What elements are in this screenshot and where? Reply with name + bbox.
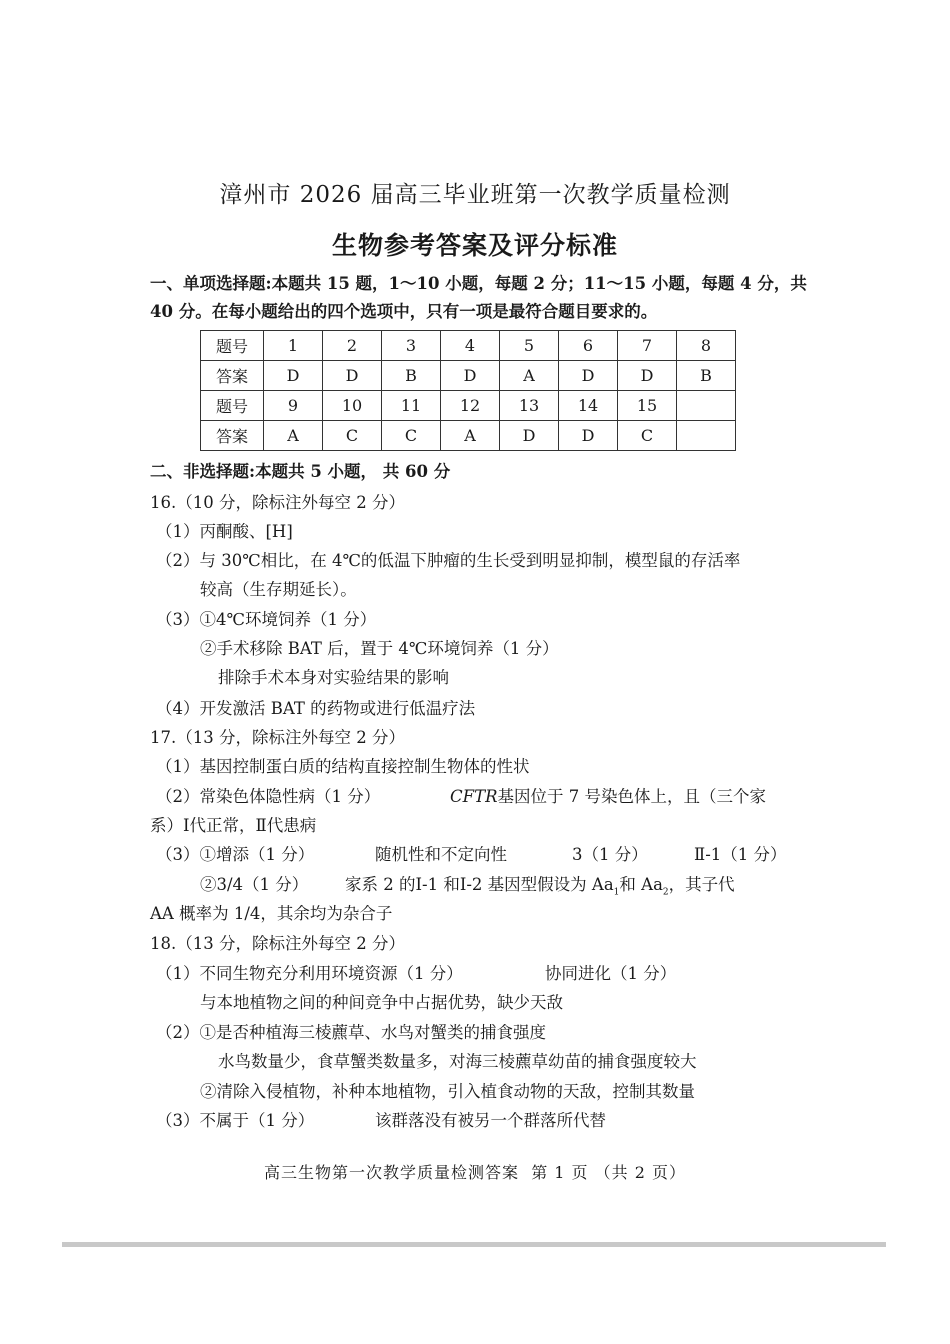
q16-part1: （1）丙酮酸、[H] — [156, 522, 293, 541]
q16-part3-line3: 排除手术本身对实验结果的影响 — [218, 668, 449, 687]
q16-part3-line1: （3）①4℃环境饲养（1 分） — [156, 610, 377, 629]
table-row-label: 题号 — [201, 391, 264, 421]
table-row — [201, 331, 736, 361]
table-cell: 11 — [382, 391, 441, 421]
table-cell: 15 — [618, 391, 677, 421]
table-cell: D — [559, 361, 618, 391]
table-cell: 7 — [618, 331, 677, 361]
table-cell: 6 — [559, 331, 618, 361]
table-cell: C — [323, 421, 382, 451]
table-cell: D — [559, 421, 618, 451]
q17-part3-b: 随机性和不定向性 — [375, 845, 507, 864]
q17-part3-c: 3（1 分） — [572, 845, 648, 864]
table-row — [201, 391, 736, 421]
genotype-text-3: ，其子代 — [668, 875, 735, 894]
q18-part3-a: （3）不属于（1 分） — [156, 1111, 315, 1130]
document-subtitle: 生物参考答案及评分标准 — [331, 231, 618, 260]
q18-part2-a: （2）①是否种植海三棱藨草、水鸟对蟹类的捕食强度 — [156, 1023, 546, 1042]
table-cell: D — [500, 421, 559, 451]
table-cell: 3 — [382, 331, 441, 361]
gene-name: CFTR — [450, 787, 498, 806]
table-cell — [677, 421, 736, 451]
table-cell: 2 — [323, 331, 382, 361]
table-row — [201, 361, 736, 391]
q16-heading: 16.（10 分，除标注外每空 2 分） — [150, 493, 405, 512]
q16-part3-line2: ②手术移除 BAT 后，置于 4℃环境饲养（1 分） — [200, 639, 559, 658]
table-cell: D — [618, 361, 677, 391]
table-cell: D — [264, 361, 323, 391]
document-title: 漳州市 2026 届高三毕业班第一次教学质量检测 — [219, 182, 731, 208]
table-cell: B — [677, 361, 736, 391]
table-cell: D — [323, 361, 382, 391]
table-cell: 10 — [323, 391, 382, 421]
q16-part2-line1: （2）与 30℃相比，在 4℃的低温下肿瘤的生长受到明显抑制，模型鼠的存活率 — [156, 551, 741, 570]
page-footer: 高三生物第一次教学质量检测答案 第 1 页 （共 2 页） — [264, 1163, 686, 1182]
table-row-label: 答案 — [201, 361, 264, 391]
q18-part2-c: ②清除入侵植物，补种本地植物，引入植食动物的天敌，控制其数量 — [200, 1082, 695, 1101]
genotype-text-2: 和 Aa — [619, 875, 663, 894]
table-cell: 4 — [441, 331, 500, 361]
section-1-heading: 一、单项选择题:本题共 15 题，1～10 小题，每题 2 分；11～15 小题，每题 4 分，共 40 分。在每小题给出的四个选项中，只有一项是最符合题目要求的。 — [150, 274, 807, 321]
answer-table — [200, 330, 736, 451]
table-cell: A — [264, 421, 323, 451]
table-cell: 14 — [559, 391, 618, 421]
q17-part3-f: AA 概率为 1/4，其余均为杂合子 — [150, 904, 393, 923]
q17-heading: 17.（13 分，除标注外每空 2 分） — [150, 728, 405, 747]
table-cell: C — [382, 421, 441, 451]
q17-part2-line2: 系）Ⅰ代正常，Ⅱ代患病 — [150, 816, 317, 835]
q18-part2-b: 水鸟数量少，食草蟹类数量多，对海三棱藨草幼苗的捕食强度较大 — [218, 1052, 697, 1071]
section-2-heading: 二、非选择题:本题共 5 小题， 共 60 分 — [150, 462, 451, 481]
subscript-2: 2 — [662, 887, 669, 898]
table-row — [201, 421, 736, 451]
q17-part2-line1a: （2）常染色体隐性病（1 分） — [156, 787, 381, 806]
q18-part1-b: 协同进化（1 分） — [545, 964, 677, 983]
table-cell: B — [382, 361, 441, 391]
q16-part4: （4）开发激活 BAT 的药物或进行低温疗法 — [156, 699, 476, 718]
table-cell: A — [441, 421, 500, 451]
table-cell: 12 — [441, 391, 500, 421]
table-cell: 1 — [264, 331, 323, 361]
q17-part2-line1b — [450, 786, 766, 808]
q17-part3-d: Ⅱ-1（1 分） — [694, 845, 787, 864]
table-cell: 13 — [500, 391, 559, 421]
page-divider — [62, 1242, 886, 1247]
q18-part1-a: （1）不同生物充分利用环境资源（1 分） — [156, 964, 463, 983]
genotype-text-1: 家系 2 的Ⅰ-1 和Ⅰ-2 基因型假设为 Aa — [345, 875, 614, 894]
table-row-label: 答案 — [201, 421, 264, 451]
q18-part1-c: 与本地植物之间的种间竞争中占据优势，缺少天敌 — [200, 993, 563, 1012]
q17-part2-text: 基因位于 7 号染色体上，且（三个家 — [497, 787, 767, 806]
table-cell: A — [500, 361, 559, 391]
table-cell: D — [441, 361, 500, 391]
table-cell: C — [618, 421, 677, 451]
table-cell: 8 — [677, 331, 736, 361]
table-cell: 9 — [264, 391, 323, 421]
q16-part2-line2: 较高（生存期延长）。 — [200, 580, 357, 599]
q18-part3-b: 该群落没有被另一个群落所代替 — [375, 1111, 606, 1130]
subscript-1: 1 — [613, 887, 620, 898]
q17-part3-e1: ②3/4（1 分） — [200, 875, 309, 894]
table-row-label: 题号 — [201, 331, 264, 361]
table-cell — [677, 391, 736, 421]
table-cell: 5 — [500, 331, 559, 361]
q17-part3-e2 — [345, 874, 735, 903]
q17-part1: （1）基因控制蛋白质的结构直接控制生物体的性状 — [156, 757, 530, 776]
q18-heading: 18.（13 分，除标注外每空 2 分） — [150, 934, 405, 953]
q17-part3-a: （3）①增添（1 分） — [156, 845, 315, 864]
